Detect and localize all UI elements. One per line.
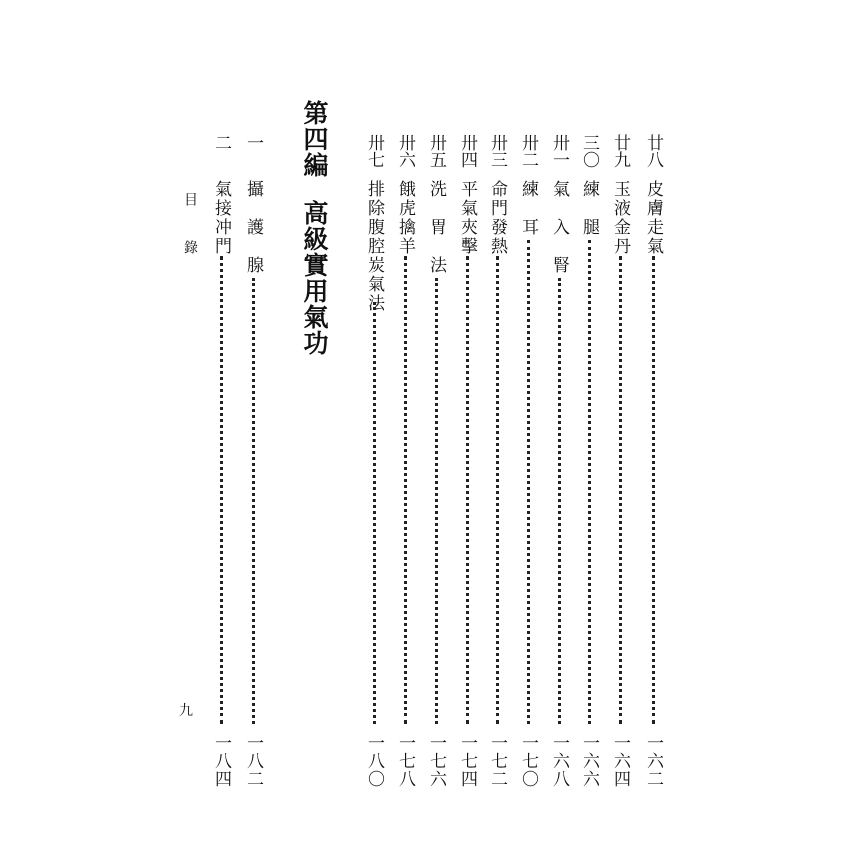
leader-dots — [220, 256, 223, 724]
page-number: 九 — [179, 703, 193, 719]
leader-dots — [252, 278, 255, 724]
entry-number: 卅二 — [518, 134, 538, 168]
entry-number: 卅六 — [395, 134, 415, 168]
entry-page: 一八二 — [243, 734, 263, 788]
entry-number: 一 — [243, 134, 263, 151]
leader-dots — [466, 256, 469, 724]
entry-title: 攝 護 腺 — [243, 180, 263, 275]
leader-dots — [373, 302, 376, 724]
entry-title: 玉液金丹 — [610, 180, 630, 256]
entry-page: 一六二 — [643, 734, 663, 788]
entry-number: 卅五 — [426, 134, 446, 168]
entry-title: 練 耳 — [518, 180, 538, 237]
entry-title: 氣 入 腎 — [549, 180, 569, 275]
leader-dots — [527, 240, 530, 724]
entry-number: 三〇 — [579, 134, 599, 168]
entry-page: 一七四 — [457, 734, 477, 788]
entry-page: 一七〇 — [518, 734, 538, 788]
entry-title: 命門發熱 — [487, 180, 507, 256]
entry-title: 皮膚走氣 — [643, 180, 663, 256]
part-heading — [302, 100, 327, 356]
entry-page: 一六四 — [610, 734, 630, 788]
leader-dots — [496, 256, 499, 724]
entry-number: 二 — [211, 134, 231, 151]
entry-page: 一七六 — [426, 734, 446, 788]
leader-dots — [558, 278, 561, 724]
part-number: 第四編 — [300, 100, 329, 178]
entry-title: 氣接冲門 — [211, 180, 231, 256]
entry-title: 排除腹腔炭氣法 — [364, 180, 384, 313]
entry-page: 一八〇 — [364, 734, 384, 788]
leader-dots — [619, 256, 622, 724]
part-title: 高級實用氣功 — [300, 200, 329, 356]
entry-page: 一六八 — [549, 734, 569, 788]
running-head: 目錄 — [182, 192, 198, 288]
leader-dots — [404, 256, 407, 724]
entry-title: 練 腿 — [579, 180, 599, 237]
entry-page: 一七八 — [395, 734, 415, 788]
entry-page: 一八四 — [211, 734, 231, 788]
entry-page: 一六六 — [579, 734, 599, 788]
entry-number: 卅四 — [457, 134, 477, 168]
entry-number: 卅一 — [549, 134, 569, 168]
entry-title: 餓虎擒羊 — [395, 180, 415, 256]
entry-number: 廿八 — [643, 134, 663, 168]
entry-page: 一七二 — [487, 734, 507, 788]
leader-dots — [652, 256, 655, 724]
leader-dots — [588, 240, 591, 724]
leader-dots — [435, 278, 438, 724]
entry-number: 卅七 — [364, 134, 384, 168]
entry-number: 卅三 — [487, 134, 507, 168]
entry-title: 洗 胃 法 — [426, 180, 446, 275]
entry-number: 廿九 — [610, 134, 630, 168]
entry-title: 平氣夾擊 — [457, 180, 477, 256]
